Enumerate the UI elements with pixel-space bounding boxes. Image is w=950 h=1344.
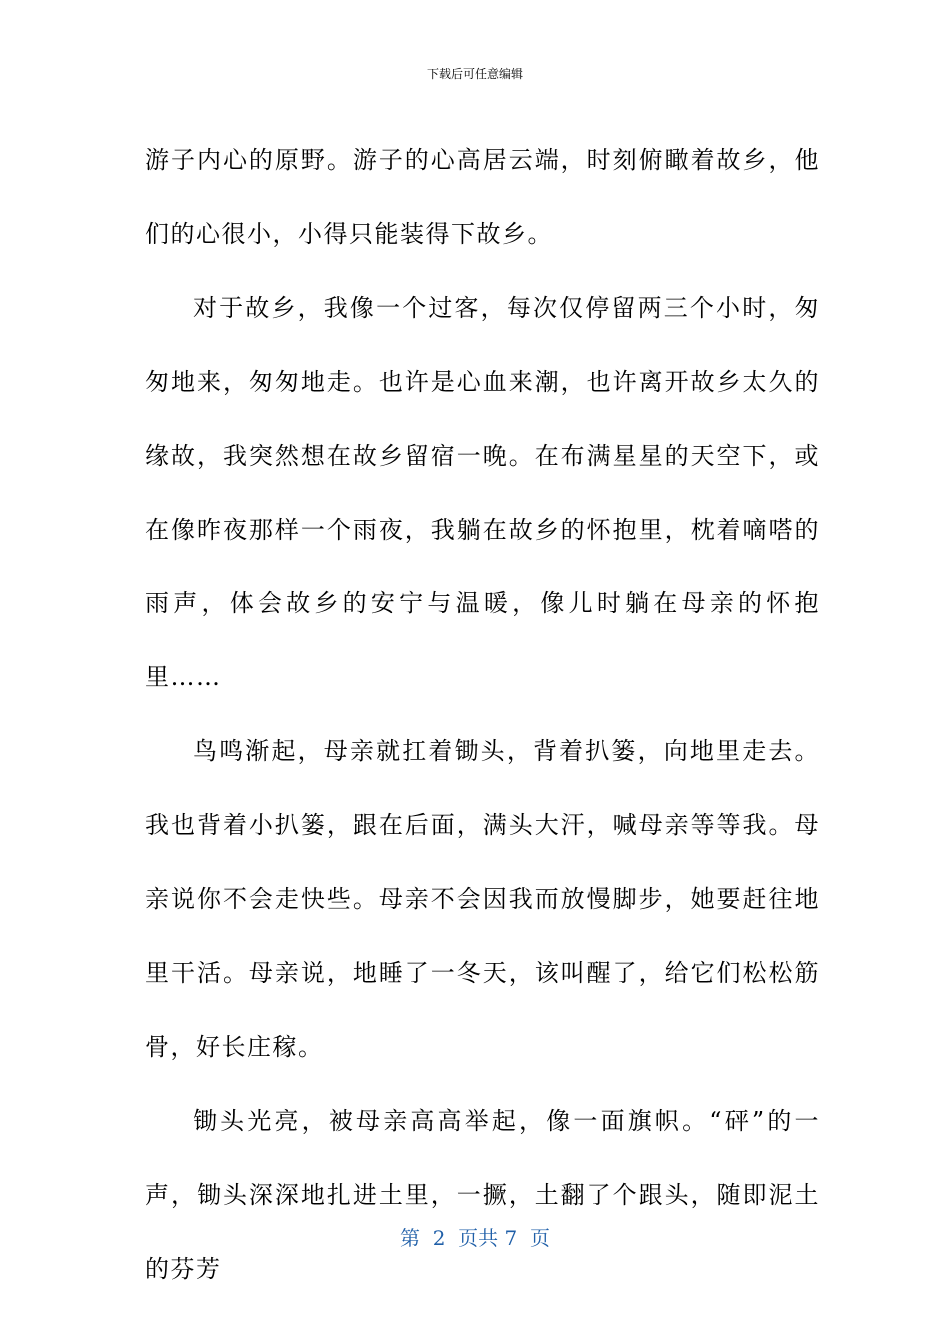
page-number-footer: 第 2 页共 7 页 <box>400 1226 550 1250</box>
document-body <box>145 124 820 1307</box>
paragraph-3: 鸟鸣渐起，母亲就扛着锄头，背着扒篓，向地里走去。我也背着小扒篓，跟在后面，满头大汗，喊母亲等等我。母亲说你不会走快些。母亲不会因我而放慢脚步，她要赶往地里干活。母亲说，地睡了一冬天，该叫醒了，给它们松松筋骨，好长庄稼。 <box>145 737 820 1061</box>
page-header: 下载后可任意编辑 <box>426 67 523 81</box>
paragraph-1: 游子内心的原野。游子的心高居云端，时刻俯瞰着故乡，他们的心很小，小得只能装得下故乡。 <box>145 146 820 248</box>
paragraph-2: 对于故乡，我像一个过客，每次仅停留两三个小时，匆匆地来，匆匆地走。也许是心血来潮，也许离开故乡太久的缘故，我突然想在故乡留宿一晚。在布满星星的天空下，或在像昨夜那样一个雨夜，我躺在故乡的怀抱里，枕着嘀嗒的雨声，体会故乡的安宁与温暖，像儿时躺在母亲的怀抱里…… <box>145 293 820 692</box>
paragraph-4: 锄头光亮，被母亲高高举起，像一面旗帜。“砰”的一声，锄头深深地扎进土里，一撅，土翻了个跟头，随即泥土的芬芳 <box>145 1106 820 1283</box>
